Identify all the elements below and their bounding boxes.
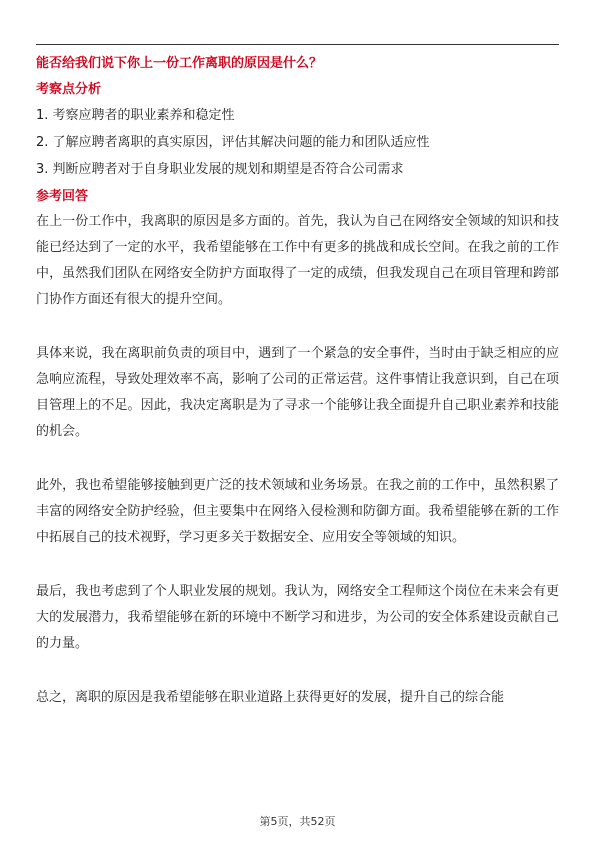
answer-paragraph: 最后，我也考虑到了个人职业发展的规划。我认为，网络安全工程师这个岗位在未来会有更大的发展潜力，我希望能够在新的环境中不断学习和进步，为公司的安全体系建设贡献自己的力量。 bbox=[36, 584, 559, 651]
answer-heading: 参考回答 bbox=[36, 189, 89, 204]
answer-paragraph: 具体来说，我在离职前负责的项目中，遇到了一个紧急的安全事件，当时由于缺乏相应的应急响应流程，导致处理效率不高，影响了公司的正常运营。这件事情让我意识到，自己在项目管理上的不足。因此，我决定离职是为了寻求一个能够让我全面提升自己职业素养和技能的机会。 bbox=[36, 346, 559, 439]
analysis-heading: 考察点分析 bbox=[36, 82, 102, 97]
analysis-item: 1. 考察应聘者的职业素养和稳定性 bbox=[36, 108, 235, 123]
question-heading: 能否给我们说下你上一份工作离职的原因是什么？ bbox=[36, 56, 323, 71]
answer-paragraph: 此外，我也希望能够接触到更广泛的技术领域和业务场景。在我之前的工作中，虽然积累了丰富的网络安全防护经验，但主要集中在网络入侵检测和防御方面。我希望能够在新的工作中拓展自己的技术视野，学习更多关于数据安全、应用安全等领域的知识。 bbox=[36, 478, 559, 545]
page-number: 第5页，共52页 bbox=[259, 815, 336, 828]
analysis-item: 2. 了解应聘者离职的真实原因，评估其解决问题的能力和团队适应性 bbox=[36, 135, 430, 150]
analysis-list bbox=[36, 106, 559, 180]
header-rule bbox=[36, 44, 559, 45]
analysis-item: 3. 判断应聘者对于自身职业发展的规划和期望是否符合公司需求 bbox=[36, 162, 404, 177]
answer-paragraph: 在上一份工作中，我离职的原因是多方面的。首先，我认为自己在网络安全领域的知识和技能已经达到了一定的水平，我希望能够在工作中有更多的挑战和成长空间。在我之前的工作中，虽然我们团队在网络安全防护方面取得了一定的成绩，但我发现自己在项目管理和跨部门协作方面还有很大的提升空间。 bbox=[36, 214, 559, 307]
answer-paragraph: 总之，离职的原因是我希望能够在职业道路上获得更好的发展，提升自己的综合能 bbox=[36, 690, 505, 705]
document-page bbox=[36, 48, 559, 711]
